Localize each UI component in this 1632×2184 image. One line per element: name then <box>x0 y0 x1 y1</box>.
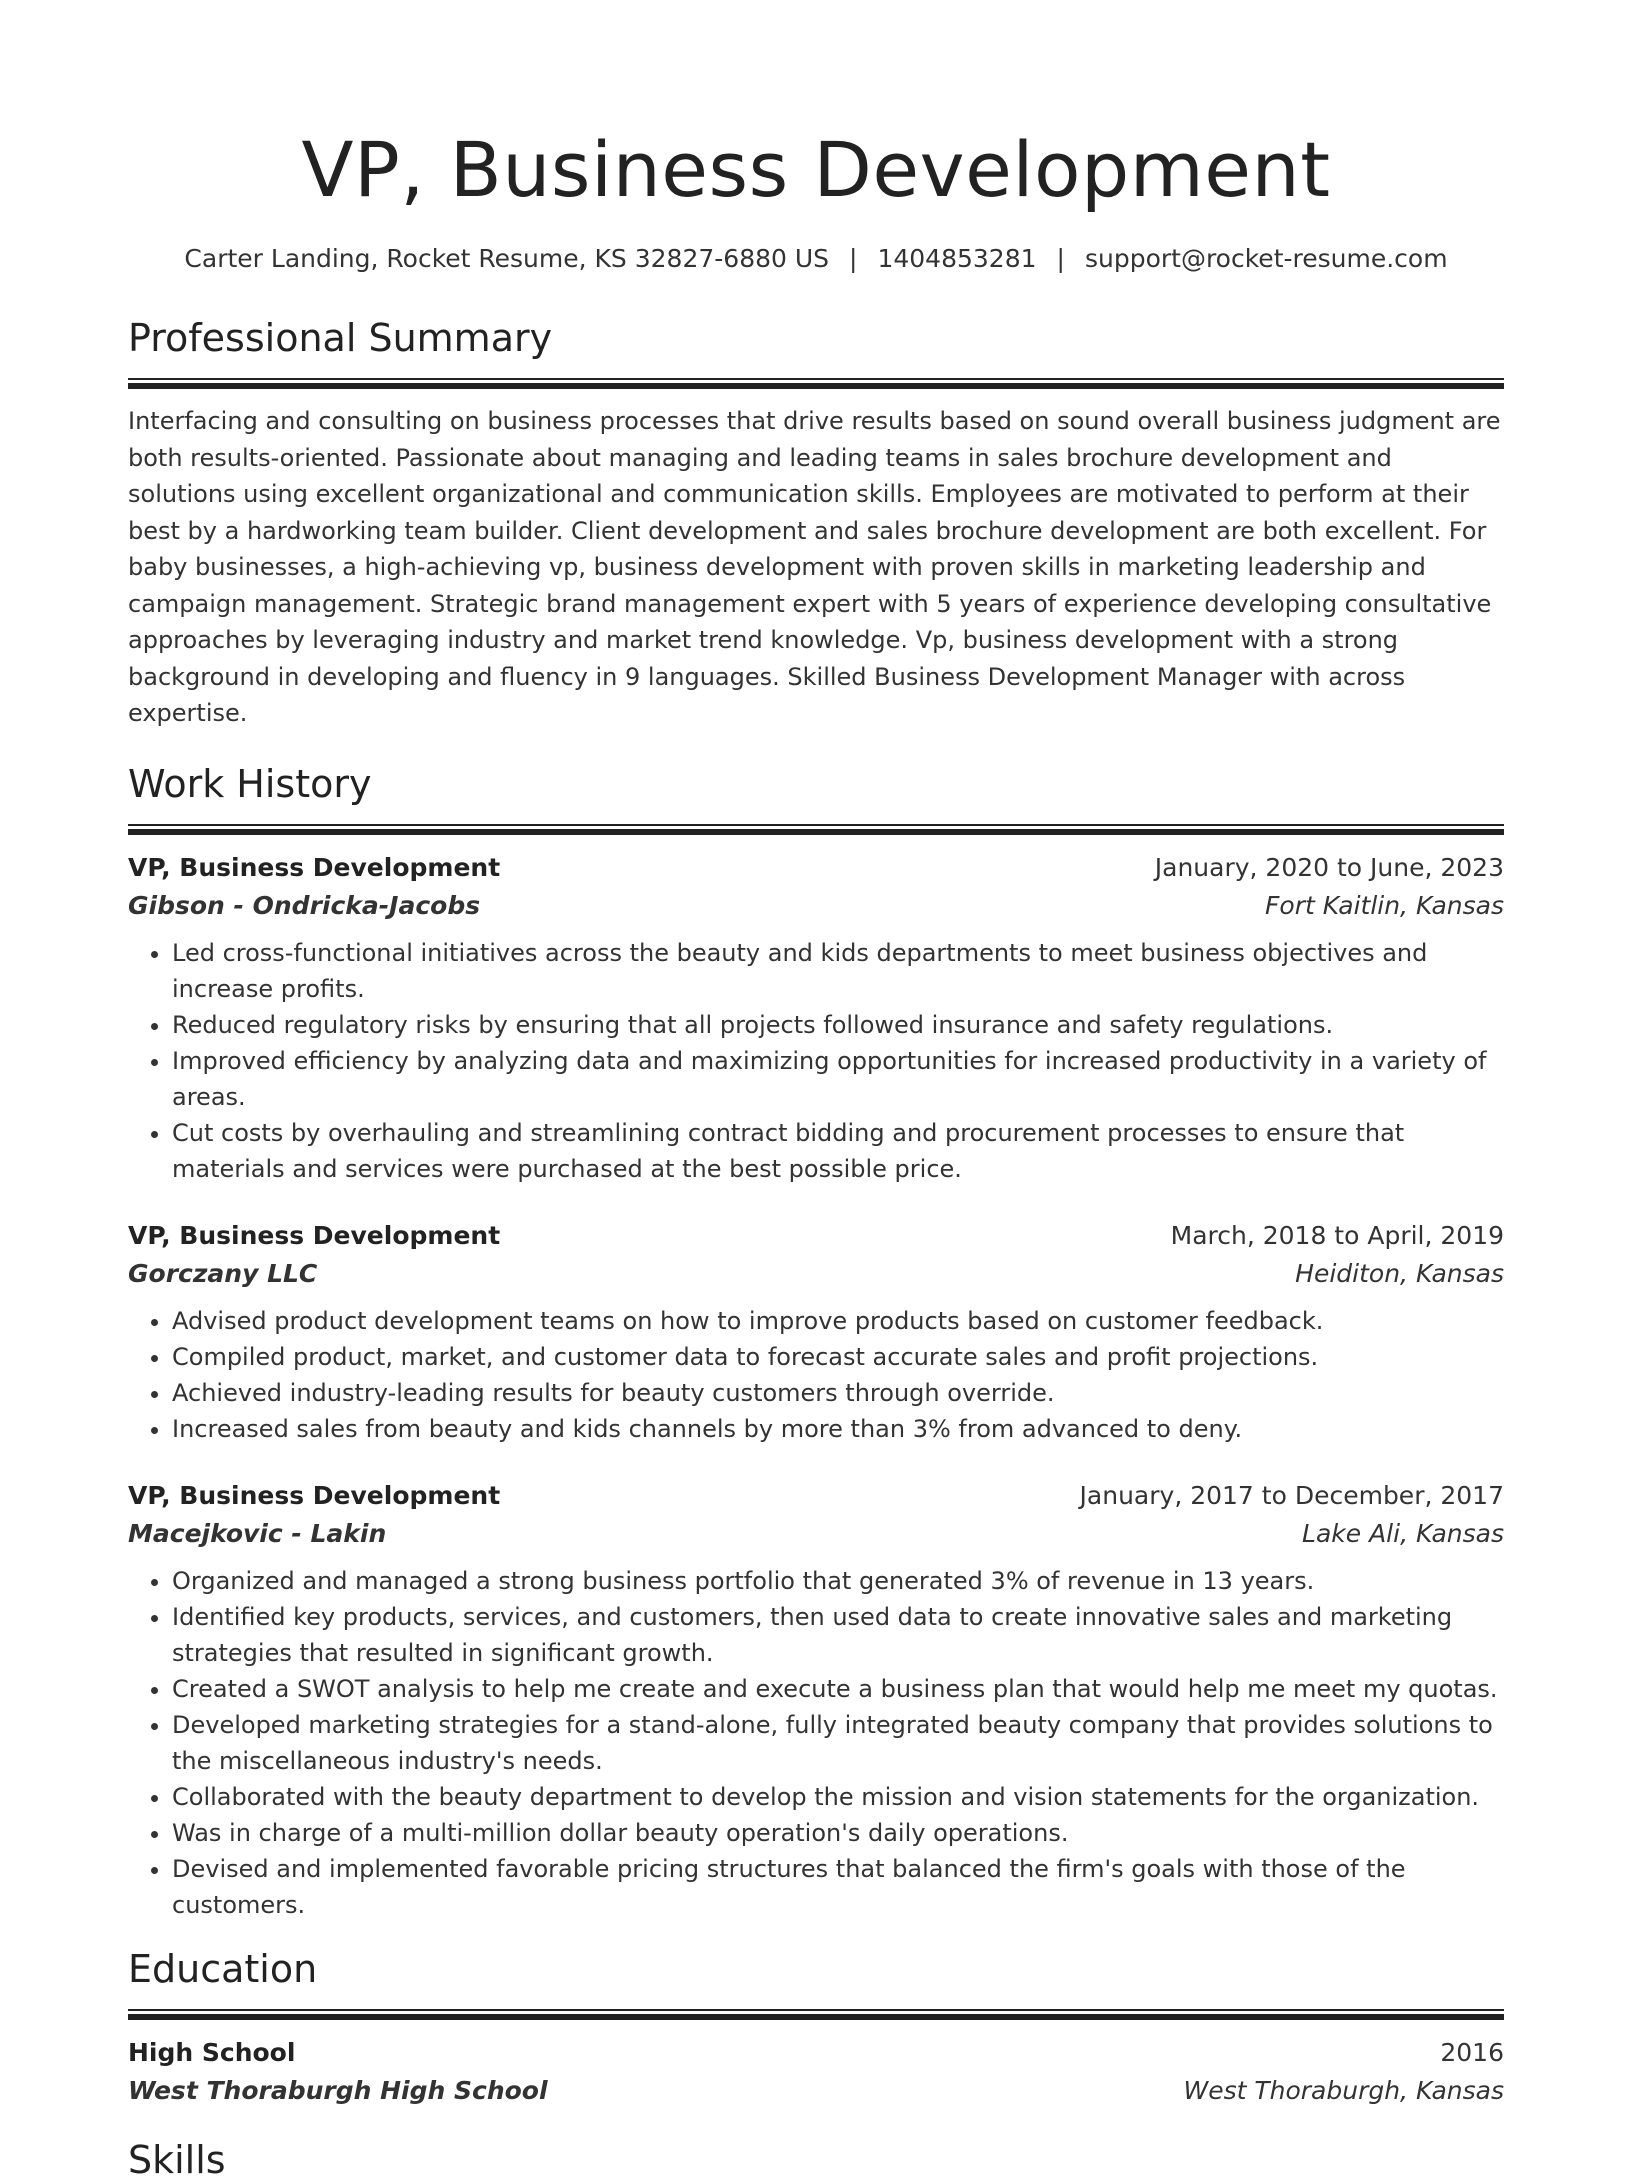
job-company: Gibson - Ondricka-Jacobs <box>128 890 481 920</box>
job-entry <box>128 1217 1504 1447</box>
job-company-row <box>128 1255 1504 1293</box>
job-bullet: • Achieved industry-leading results for beauty customers through override. <box>172 1375 1504 1411</box>
job-bullet: • Identified key products, services, and customers, then used data to create innovative sales and marketing strategies that resulted in significant growth. <box>172 1599 1504 1671</box>
job-company-row <box>128 887 1504 925</box>
skills-section <box>128 2136 1504 2184</box>
job-title: VP, Business Development <box>128 1220 501 1250</box>
section-divider <box>128 824 1504 835</box>
resume-title: VP, Business Development <box>301 125 1331 214</box>
education-school-row <box>128 2072 1504 2110</box>
job-bullet: • Improved efficiency by analyzing data and maximizing opportunities for increased productivity in a variety of areas. <box>172 1043 1504 1115</box>
job-entry <box>128 1477 1504 1923</box>
job-bullet: • Cut costs by overhauling and streamlining contract bidding and procurement processes to ensure that materials and services were purchased at the best possible price. <box>172 1115 1504 1187</box>
job-bullets <box>128 1303 1504 1447</box>
summary-heading: Professional Summary <box>128 316 553 360</box>
contact-line <box>128 242 1504 276</box>
contact-email: support@rocket-resume.com <box>1084 244 1448 273</box>
job-location: Lake Ali, Kansas <box>1302 1518 1504 1548</box>
job-bullet: • Increased sales from beauty and kids channels by more than 3% from advanced to deny. <box>172 1411 1504 1447</box>
job-bullet: • Compiled product, market, and customer data to forecast accurate sales and profit projections. <box>172 1339 1504 1375</box>
skills-heading: Skills <box>128 2137 226 2182</box>
education-school: West Thoraburgh High School <box>128 2075 548 2105</box>
job-title: VP, Business Development <box>128 852 501 882</box>
education-entry <box>128 2034 1504 2110</box>
section-divider <box>128 2009 1504 2020</box>
job-location: Heiditon, Kansas <box>1295 1258 1504 1288</box>
job-bullet: • Led cross-functional initiatives across the beauty and kids departments to meet business objectives and increase profits. <box>172 935 1504 1007</box>
contact-separator: | <box>1056 244 1065 273</box>
education-degree: High School <box>128 2037 296 2067</box>
job-company: Gorczany LLC <box>128 1258 318 1288</box>
job-company: Macejkovic - Lakin <box>128 1518 387 1548</box>
job-dates: January, 2020 to June, 2023 <box>1154 852 1504 882</box>
job-bullet: • Created a SWOT analysis to help me create and execute a business plan that would help me meet my quotas. <box>172 1671 1504 1707</box>
job-location: Fort Kaitlin, Kansas <box>1265 890 1504 920</box>
job-bullet: • Organized and managed a strong business portfolio that generated 3% of revenue in 13 years. <box>172 1563 1504 1599</box>
job-bullet: • Devised and implemented favorable pricing structures that balanced the firm's goals with those of the customers. <box>172 1851 1504 1923</box>
job-bullet: • Reduced regulatory risks by ensuring that all projects followed insurance and safety regulations. <box>172 1007 1504 1043</box>
education-heading: Education <box>128 1946 318 1991</box>
job-bullet: • Advised product development teams on how to improve products based on customer feedback. <box>172 1303 1504 1339</box>
job-company-row <box>128 1515 1504 1553</box>
work-history-section <box>128 760 1504 1923</box>
job-bullets <box>128 935 1504 1187</box>
contact-phone: 1404853281 <box>877 244 1037 273</box>
job-dates: January, 2017 to December, 2017 <box>1079 1480 1504 1510</box>
summary-text: Interfacing and consulting on business processes that drive results based on sound overall business judgment are both results-oriented. Passionate about managing and leading teams in sales brochure development and solutions using excellent organizational and communication skills. Employees are motivated to perform at their best by a hardworking team builder. Client development and sales brochure development are both excellent. For baby businesses, a high-achieving vp, business development with proven skills in marketing leadership and campaign management. Strategic brand management expert with 5 years of experience developing consultative approaches by leveraging industry and market trend knowledge. Vp, business development with a strong background in developing and fluency in 9 languages. Skilled Business Development Manager with across expertise. <box>128 407 1501 727</box>
job-header-row <box>128 1477 1504 1515</box>
section-divider <box>128 378 1504 389</box>
education-location: West Thoraburgh, Kansas <box>1183 2075 1504 2105</box>
contact-address: Carter Landing, Rocket Resume, KS 32827-6880 US <box>184 244 830 273</box>
education-year: 2016 <box>1440 2037 1504 2067</box>
job-bullet: • Developed marketing strategies for a stand-alone, fully integrated beauty company that provides solutions to the miscellaneous industry's needs. <box>172 1707 1504 1779</box>
job-bullet: • Was in charge of a multi-million dollar beauty operation's daily operations. <box>172 1815 1504 1851</box>
job-bullets <box>128 1563 1504 1923</box>
education-header-row <box>128 2034 1504 2072</box>
job-title: VP, Business Development <box>128 1480 501 1510</box>
summary-section <box>128 314 1504 732</box>
job-dates: March, 2018 to April, 2019 <box>1170 1220 1504 1250</box>
education-section <box>128 1945 1504 2110</box>
contact-separator: | <box>849 244 858 273</box>
work-history-heading: Work History <box>128 761 372 806</box>
job-entry <box>128 849 1504 1187</box>
job-bullet: • Collaborated with the beauty department to develop the mission and vision statements for the organization. <box>172 1779 1504 1815</box>
job-header-row <box>128 849 1504 887</box>
job-header-row <box>128 1217 1504 1255</box>
